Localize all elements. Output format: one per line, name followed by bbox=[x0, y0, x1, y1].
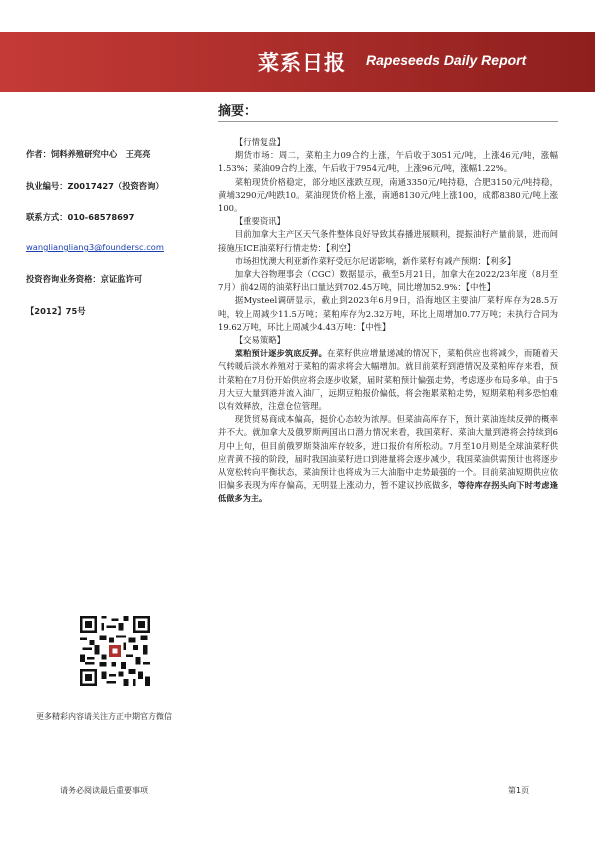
paragraph-strategy-meal bbox=[218, 347, 558, 413]
strategy-oil-highlight: 等待库存拐头向下时考虑逢低做多为主。 bbox=[218, 480, 558, 504]
contact-phone: 联系方式：010-68578697 bbox=[26, 212, 135, 222]
section-heading-strategy: 【交易策略】 bbox=[234, 335, 286, 346]
contact-email-link[interactable]: wangliangliang3@foundersc.com bbox=[26, 242, 164, 252]
license-number: 执业编号：Z0017427（投资咨询） bbox=[26, 181, 164, 191]
strategy-meal-text: 在菜籽供应增量递减的情况下，菜粕供应也将减少，而随着天气转暖后淡水养殖对于菜粕的需求将会大幅增加。就目前菜籽到港情况及菜粕库存来看，预计菜粕在7月份开始供应将会逐步收紧，届时菜粕预计偏强走势，考虑逐步布局多单。由于5月大豆大量到港并流入油厂，远期豆粕报价偏低，将会拖累菜粕走势，短期菜粕利多恐怕难以有效释放，注意仓位管理。 bbox=[218, 348, 558, 412]
paragraph-news-australia: 市场担忧澳大利亚新作菜籽受厄尔尼诺影响，新作菜籽有减产预期：【利多】 bbox=[234, 255, 516, 266]
section-heading-news: 【重要资讯】 bbox=[234, 216, 286, 227]
report-title-cn: 菜系日报 bbox=[258, 51, 346, 75]
footer-disclaimer: 请务必阅读最后重要事项 bbox=[60, 786, 148, 795]
qr-caption: 更多精彩内容请关注方正中期官方微信 bbox=[36, 712, 172, 721]
paragraph-strategy-oil bbox=[218, 413, 558, 505]
qualification-info: 投资咨询业务资格：京证监许可 bbox=[26, 274, 143, 284]
paragraph-news-mysteel: 据Mysteel调研显示，截止到2023年6月9日，沿海地区主要油厂菜籽库存为28.5万吨，较上周减少11.5万吨；菜粕库存为2.32万吨，环比上周增加0.77万吨；未执行合同为19.62万吨，环比上周减少4.43万吨：【中性】 bbox=[218, 295, 558, 332]
summary-body bbox=[218, 136, 558, 506]
paragraph-news-cgc: 加拿大谷物理事会（CGC）数据显示，截至5月21日，加拿大在2022/23年度（8月至7月）前42周的油菜籽出口量达到702.45万吨，同比增加52.9%：【中性】 bbox=[218, 269, 558, 293]
section-heading-market-review: 【行情复盘】 bbox=[234, 137, 286, 147]
qr-code-icon[interactable] bbox=[80, 616, 150, 686]
author-info: 作者：饲料养殖研究中心 王亮亮 bbox=[26, 149, 151, 159]
strategy-meal-highlight: 菜粕预计逐步筑底反弹。 bbox=[234, 348, 327, 359]
page-number: 第1页 bbox=[508, 786, 530, 795]
paragraph-spot: 菜粕现货价格稳定，部分地区涨跌互现，南通3350元/吨持稳，合肥3150元/吨持稳，黄埔3290元/吨跌10。菜油现货价格上涨，南通8130元/吨上涨100，成都8380元/吨上涨100。 bbox=[218, 176, 558, 214]
summary-divider bbox=[218, 121, 558, 122]
paragraph-news-canada: 目前加拿大主产区天气条件整体良好导致其春播进展顺利，提振油籽产量前景，进而间接施压ICE油菜籽行情走势：【利空】 bbox=[218, 229, 558, 253]
license-document-number: 【2012】75号 bbox=[26, 306, 86, 316]
strategy-oil-text: 现货贸易商成本偏高，挺价心态较为浓厚。但菜油高库存下，预计菜油连续反弹的概率并不大。就加拿大及俄罗斯两国出口潜力情况来看，我国菜籽、菜油大量到港将会持续到6月中上旬，但目前俄罗斯葵油库存较多，进口报价有所松动。7月至10月则是全球油菜籽供应青黄不接的阶段，届时我国油菜籽进口到港量将会逐步减少，我国菜油供需预计也将逐步从宽松转向平衡状态，菜油预计也将成为三大油脂中走势最强的一个。目前菜油短期供应依旧偏多表现为库存偏高，无明显上涨动力，暂不建议抄底做多， bbox=[218, 414, 558, 491]
summary-title: 摘要： bbox=[218, 104, 258, 119]
paragraph-futures: 期货市场：周二，菜粕主力09合约上涨，午后收于3051元/吨，上涨46元/吨，涨幅1.53%；菜油09合约上涨，午后收于7954元/吨，上涨96元/吨，涨幅1.22%。 bbox=[218, 150, 558, 174]
report-title-en: Rapeseeds Daily Report bbox=[366, 52, 527, 68]
